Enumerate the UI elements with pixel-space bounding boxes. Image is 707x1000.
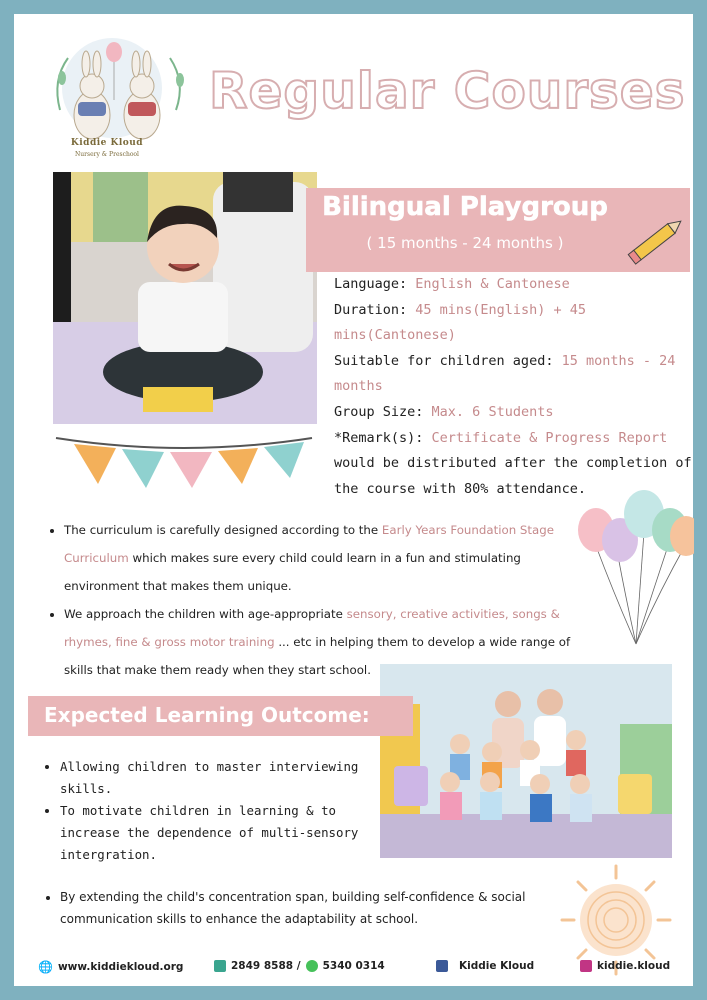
footer <box>14 960 693 980</box>
playgroup-title: Bilingual Playgroup <box>322 192 608 222</box>
detail-group-size: Group Size: Max. 6 Students <box>334 403 554 420</box>
outcome-list <box>44 756 364 866</box>
poster <box>14 14 693 986</box>
pencil-icon <box>624 208 690 274</box>
list-item: • We approach the children with age-appropriate sensory, creative activities, songs & rhymes, fine & gross motor training ... etc in helping them to develop a wide range of skills that make them ready when they start school. <box>64 600 578 684</box>
bunting-decoration <box>54 424 314 504</box>
list-item: • By extending the child's concentration span, building self-confidence & social communication skills to enhance the adaptability at school. <box>60 886 544 930</box>
phone-icon <box>214 960 226 972</box>
footer-instagram[interactable]: kiddie.kloud <box>580 960 670 972</box>
globe-icon: 🌐 <box>38 960 53 974</box>
detail-age: Suitable for children aged: 15 months - 24 months <box>334 352 676 395</box>
list-item: • The curriculum is carefully designed according to the Early Years Foundation Stage Curriculum which makes sure every child could learn in a fun and stimulating environment that makes them unique. <box>64 516 578 600</box>
class-photo <box>380 664 672 858</box>
child-photo <box>53 172 317 424</box>
course-details <box>334 272 694 502</box>
facebook-icon <box>436 960 448 972</box>
footer-phone[interactable]: 2849 8588 / 5340 0314 <box>214 960 385 972</box>
footer-facebook[interactable]: Kiddie Kloud <box>436 960 534 972</box>
logo-name: Kiddie Kloud <box>70 138 144 148</box>
page-title: Regular Courses <box>209 62 686 120</box>
playgroup-age-range: ( 15 months - 24 months ) <box>366 234 564 252</box>
whatsapp-icon <box>306 960 318 972</box>
logo-tagline: Nursery & Preschool <box>75 151 139 158</box>
curriculum-list <box>48 516 578 684</box>
detail-remark: *Remark(s): Certificate & Progress Report would be distributed after the completion of the course with 80% attendance. <box>334 429 692 497</box>
outcome-title: Expected Learning Outcome: <box>44 703 370 727</box>
outcome-extra <box>44 886 544 930</box>
instagram-icon <box>580 960 592 972</box>
footer-website[interactable]: 🌐 www.kiddiekloud.org <box>38 960 184 974</box>
list-item: • To motivate children in learning & to increase the dependence of multi-sensory intergration. <box>60 800 364 866</box>
detail-language: Language: English & Cantonese <box>334 276 570 292</box>
list-item: • Allowing children to master interviewing skills. <box>60 756 364 800</box>
balloons-decoration <box>574 484 694 654</box>
detail-duration: Duration: 45 mins(English) + 45 mins(Cantonese) <box>334 301 586 344</box>
